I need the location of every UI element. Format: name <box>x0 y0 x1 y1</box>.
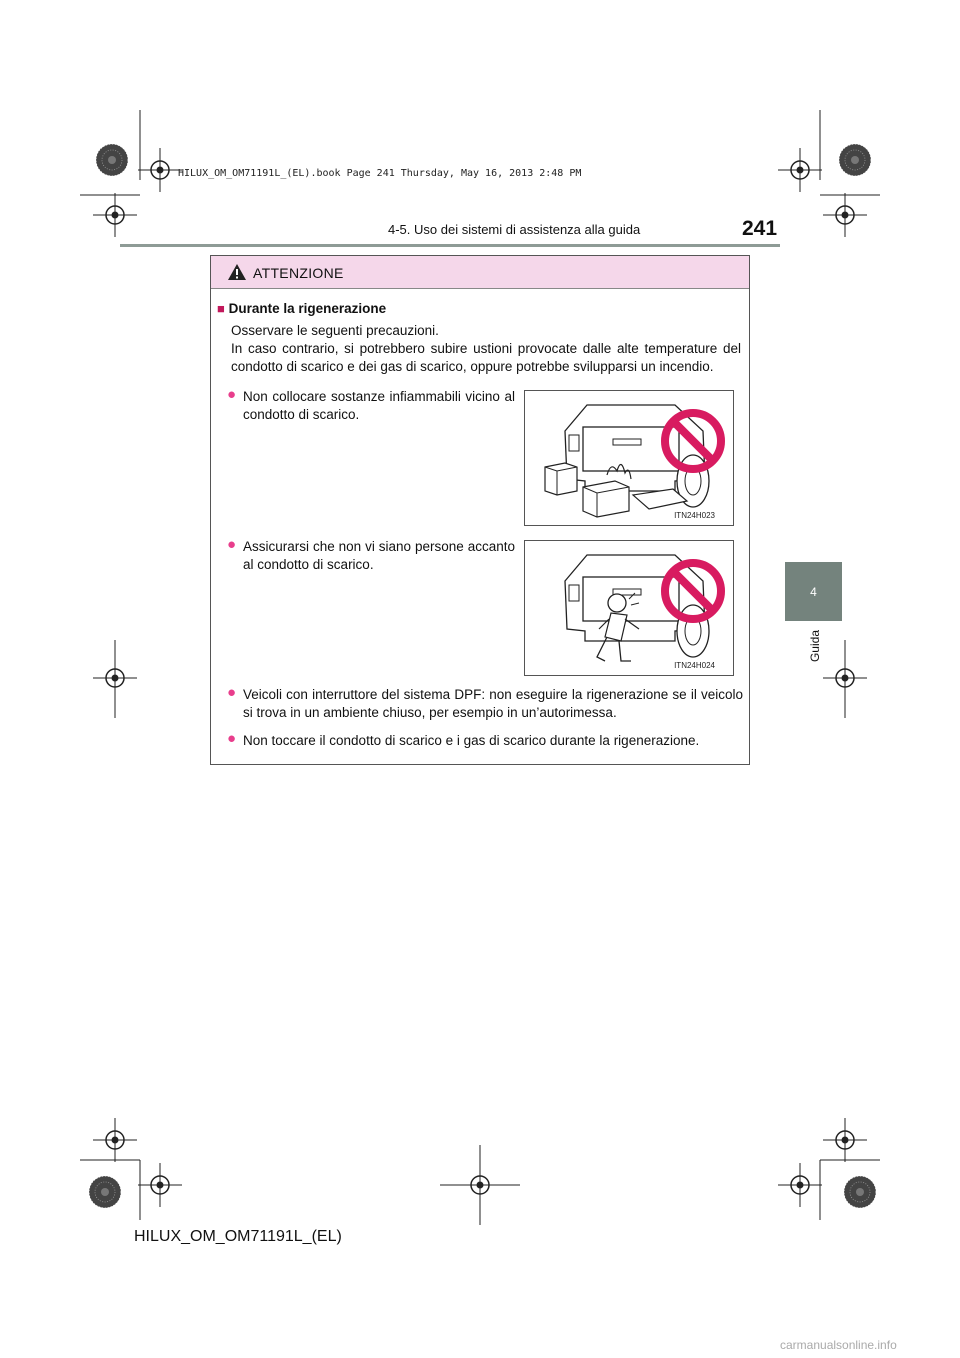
truck-person-illustration <box>525 541 733 675</box>
header-rule <box>120 244 780 247</box>
intro-line2: In caso contrario, si potrebbero subire ustioni provocate dalle alte temperature del condotto di scarico e dei gas di scarico, oppure potrebbe svilupparsi un incendio. <box>231 341 741 374</box>
page-number: 241 <box>742 217 778 240</box>
warning-heading: Durante la rigenerazione <box>228 301 387 316</box>
truck-illustration <box>525 391 733 525</box>
bullet-dot-icon: ● <box>227 536 237 553</box>
bullet-text-2: Assicurarsi che non vi siano persone accanto al condotto di scarico. <box>243 539 515 572</box>
intro-line1: Osservare le seguenti precauzioni. <box>231 323 439 338</box>
chapter-label: Guida <box>808 630 822 663</box>
section-title: 4-5. Uso dei sistemi di assistenza alla guida <box>388 222 641 237</box>
chapter-number: 4 <box>810 584 817 599</box>
bullet-text-4: Non toccare il condotto di scarico e i gas di scarico durante la rigenerazione. <box>243 733 700 748</box>
square-bullet-icon: ■ <box>217 301 225 316</box>
chapter-tab <box>785 562 842 621</box>
warning-triangle-icon <box>227 263 247 281</box>
watermark: carmanualsonline.info <box>780 1338 897 1352</box>
figure-flammable <box>524 390 734 526</box>
bullet-dot-icon: ● <box>227 386 237 403</box>
figure-persons <box>524 540 734 676</box>
warning-header <box>211 256 749 289</box>
bullet-dot-icon: ● <box>227 730 237 747</box>
figure-code-1: ITN24H023 <box>674 511 715 520</box>
bullet-text-1: Non collocare sostanze infiammabili vicino al condotto di scarico. <box>243 389 515 422</box>
warning-title: ATTENZIONE <box>253 265 344 281</box>
warning-box <box>210 255 750 765</box>
book-info: HILUX_OM_OM71191L_(EL).book Page 241 Thursday, May 16, 2013 2:48 PM <box>178 168 582 179</box>
figure-code-2: ITN24H024 <box>674 661 715 670</box>
footer-code: HILUX_OM_OM71191L_(EL) <box>134 1228 342 1245</box>
bullet-text-3: Veicoli con interruttore del sistema DPF: non eseguire la rigenerazione se il veicolo si trova in un ambiente chiuso, per esempio in un’autorimessa. <box>243 687 743 720</box>
warning-heading-row <box>217 300 386 318</box>
bullet-dot-icon: ● <box>227 684 237 701</box>
